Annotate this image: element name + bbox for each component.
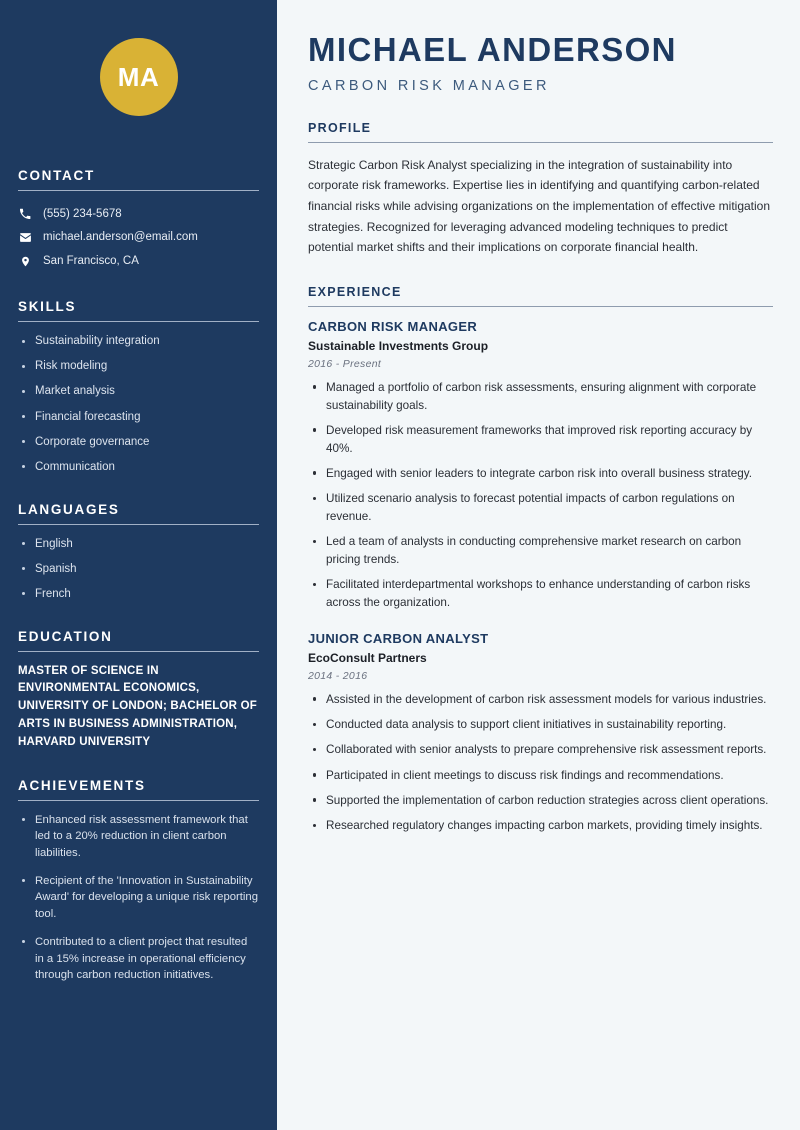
list-item: Assisted in the development of carbon risk assessment models for various industries.: [308, 691, 773, 709]
skills-divider: [18, 321, 259, 322]
profile-text: Strategic Carbon Risk Analyst specializing in the integration of sustainability into corporate risk frameworks. Expertise lies in identifying and quantifying carbon-related financial risks while advising organizations on the implementation of effective mitigation strategies. Recognized for leveraging advanced modeling techniques to predict potential market shifts and their implications on corporate financial health.: [308, 157, 771, 255]
list-item: Sustainability integration: [18, 333, 259, 350]
profile-divider: [308, 142, 773, 143]
job-title: JUNIOR CARBON ANALYST: [308, 630, 489, 646]
list-item: Collaborated with senior analysts to prepare comprehensive risk assessment reports.: [308, 741, 773, 759]
achievements-list: [18, 812, 259, 984]
education-heading: EDUCATION: [18, 628, 113, 644]
list-item: Enhanced risk assessment framework that led to a 20% reduction in client carbon liabilities.: [18, 812, 259, 862]
education-divider: [18, 651, 259, 652]
education-section: [18, 629, 259, 752]
list-item: Spanish: [18, 561, 259, 578]
list-item: Utilized scenario analysis to forecast potential impacts of carbon regulations on revenue.: [308, 490, 773, 526]
sidebar: [0, 0, 277, 1130]
list-item: French: [18, 586, 259, 603]
job-dates: 2016 - Present: [308, 357, 382, 370]
phone-icon: [18, 208, 32, 220]
list-item: English: [18, 536, 259, 553]
languages-section: [18, 502, 259, 603]
list-item: Developed risk measurement frameworks that improved risk reporting accuracy by 40%.: [308, 422, 773, 458]
list-item: Market analysis: [18, 383, 259, 400]
contact-list: [18, 202, 259, 273]
education-text: MASTER OF SCIENCE IN ENVIRONMENTAL ECONOMICS, UNIVERSITY OF LONDON; BACHELOR OF ARTS IN BUSINESS ADMINISTRATION, HARVARD UNIVERSITY: [18, 664, 257, 748]
contact-item-phone[interactable]: [18, 202, 259, 225]
list-item: Supported the implementation of carbon reduction strategies across client operations.: [308, 792, 773, 810]
list-item: Engaged with senior leaders to integrate carbon risk into overall business strategy.: [308, 465, 773, 483]
list-item: Conducted data analysis to support client initiatives in sustainability reporting.: [308, 716, 773, 734]
list-item: Financial forecasting: [18, 409, 259, 426]
main-content: [277, 0, 800, 1130]
profile-section: [308, 121, 773, 258]
contact-phone-value: (555) 234-5678: [43, 207, 122, 220]
experience-heading: EXPERIENCE: [308, 284, 402, 299]
languages-list: [18, 536, 259, 603]
contact-section: [18, 168, 259, 273]
list-item: Risk modeling: [18, 358, 259, 375]
achievements-divider: [18, 800, 259, 801]
experience-divider: [308, 306, 773, 307]
job-dates: 2014 - 2016: [308, 669, 368, 682]
list-item: Researched regulatory changes impacting carbon markets, providing timely insights.: [308, 817, 773, 835]
job-bullet-list: [308, 379, 773, 612]
envelope-icon: [18, 231, 32, 244]
job-company: Sustainable Investments Group: [308, 338, 489, 353]
job-bullet-list: [308, 691, 773, 835]
avatar: MA: [100, 38, 178, 116]
profile-heading: PROFILE: [308, 120, 372, 135]
avatar-container: [18, 0, 259, 126]
achievements-heading: ACHIEVEMENTS: [18, 777, 146, 793]
languages-heading: LANGUAGES: [18, 501, 120, 517]
skills-list: [18, 333, 259, 476]
experience-section: [308, 285, 773, 835]
experience-entry: [308, 319, 773, 612]
job-company: EcoConsult Partners: [308, 650, 427, 665]
contact-email-value: michael.anderson@email.com: [43, 231, 198, 243]
list-item: Contributed to a client project that resulted in a 15% increase in operational efficiency through carbon reduction initiatives.: [18, 934, 259, 984]
list-item: Participated in client meetings to discuss risk findings and recommendations.: [308, 767, 773, 785]
contact-divider: [18, 190, 259, 191]
skills-heading: SKILLS: [18, 299, 77, 314]
list-item: Communication: [18, 459, 259, 476]
list-item: Recipient of the 'Innovation in Sustainability Award' for developing a unique risk reporting tool.: [18, 873, 259, 923]
list-item: Facilitated interdepartmental workshops to enhance understanding of carbon risks across the organization.: [308, 576, 773, 612]
contact-location-value: San Francisco, CA: [43, 255, 139, 267]
experience-entry: [308, 631, 773, 835]
contact-item-email[interactable]: [18, 225, 259, 249]
list-item: Led a team of analysts in conducting comprehensive market research on carbon pricing trends.: [308, 533, 773, 569]
page-title: MICHAEL ANDERSON: [308, 31, 677, 68]
location-pin-icon: [18, 255, 32, 268]
contact-heading: CONTACT: [18, 168, 95, 183]
skills-section: [18, 299, 259, 476]
list-item: Managed a portfolio of carbon risk assessments, ensuring alignment with corporate sustainability goals.: [308, 379, 773, 415]
list-item: Corporate governance: [18, 434, 259, 451]
job-title: CARBON RISK MANAGER: [308, 318, 478, 334]
contact-item-location[interactable]: [18, 249, 259, 273]
achievements-section: [18, 778, 259, 984]
job-role-subtitle: CARBON RISK MANAGER: [308, 77, 550, 94]
languages-divider: [18, 524, 259, 525]
